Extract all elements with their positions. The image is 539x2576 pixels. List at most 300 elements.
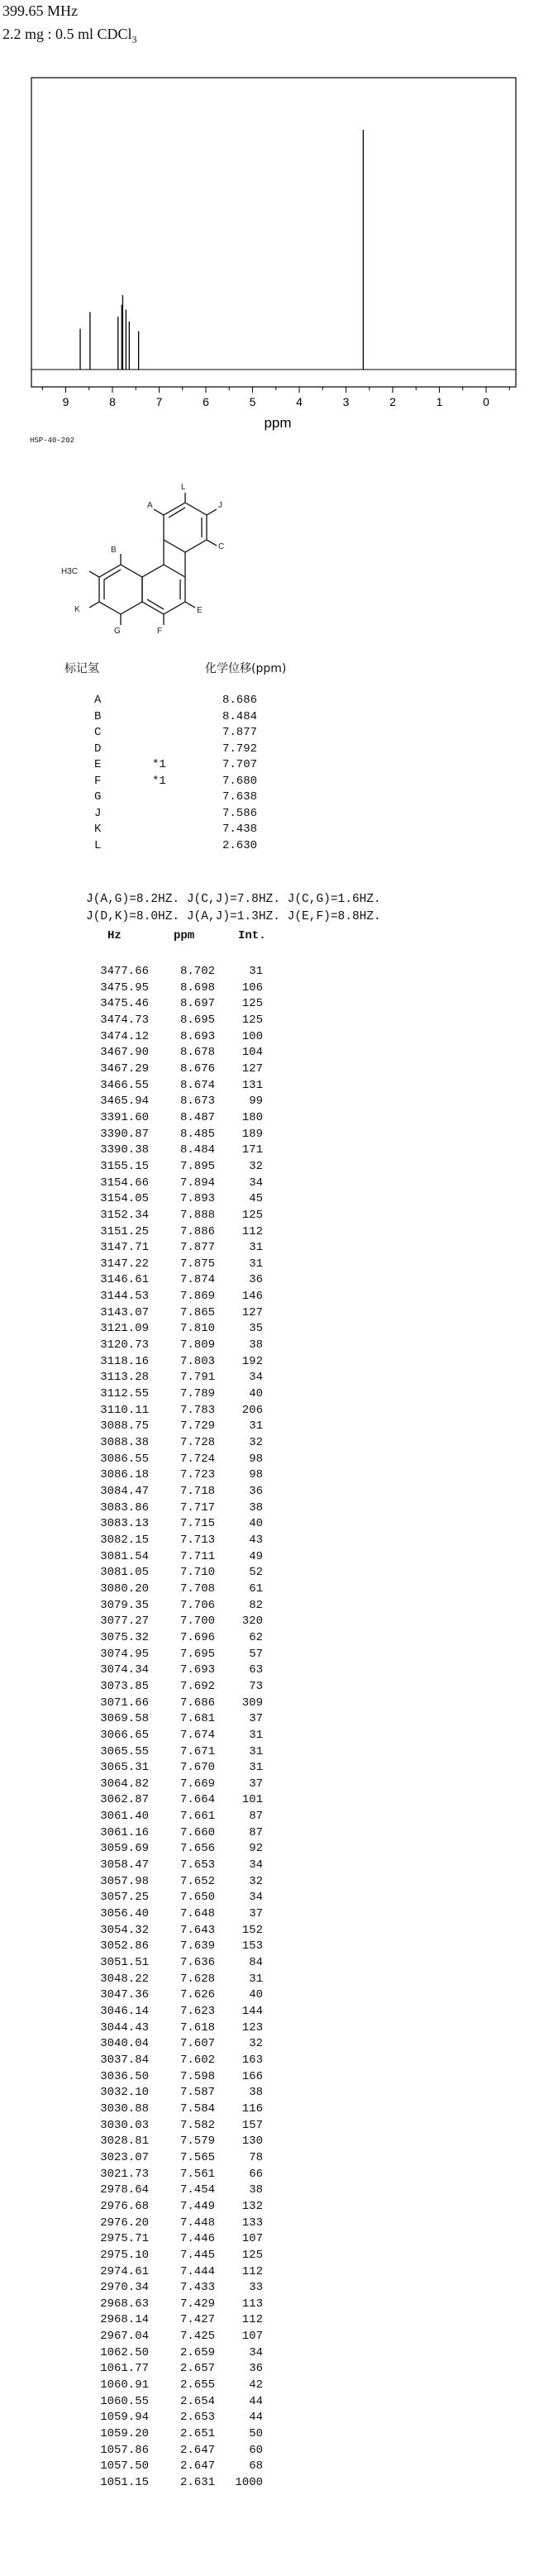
- peak-ppm: 7.652: [179, 1874, 215, 1888]
- peak-ppm: 7.653: [179, 1858, 215, 1872]
- peak-int: 63: [249, 1663, 263, 1677]
- peak-row: [83, 2426, 306, 2443]
- peak-ppm: 7.671: [179, 1744, 215, 1758]
- peak-col-int: Int.: [238, 929, 266, 942]
- peak-ppm: 7.639: [179, 1939, 215, 1953]
- shift-row: [94, 742, 425, 758]
- peak-row: [83, 2101, 306, 2118]
- nmr-spectrum: [30, 76, 518, 436]
- peak-hz: 3083.86: [100, 1500, 149, 1515]
- peak-ppm: 7.686: [179, 1696, 215, 1710]
- peak-row: [83, 1647, 306, 1663]
- peak-row: [83, 2199, 306, 2216]
- shift-row: [94, 757, 425, 774]
- peak-int: 31: [249, 1761, 263, 1775]
- peak-row: [83, 1272, 306, 1289]
- peak-ppm: 8.485: [179, 1127, 215, 1141]
- peak-int: 123: [241, 2020, 263, 2035]
- peak-int: 34: [249, 1176, 263, 1190]
- peak-ppm: 7.886: [179, 1224, 215, 1238]
- peak-int: 38: [249, 1500, 263, 1515]
- peak-int: 31: [249, 1972, 263, 1986]
- peak-hz: 3059.69: [100, 1842, 149, 1856]
- peak-ppm: 7.717: [179, 1500, 215, 1515]
- peak-ppm: 7.894: [179, 1176, 215, 1190]
- peak-int: 132: [241, 2199, 263, 2213]
- peak-ppm: 7.696: [179, 1630, 215, 1644]
- label-C: C: [218, 542, 225, 551]
- peak-row: [83, 1338, 306, 1354]
- peak-ppm: 7.728: [179, 1436, 215, 1450]
- peak-row: [83, 1500, 306, 1517]
- peak-row: [83, 996, 306, 1013]
- peak-hz: 3118.16: [100, 1354, 149, 1368]
- peak-hz: 3037.84: [100, 2053, 149, 2067]
- peak-row: [83, 1013, 306, 1029]
- peak-int: 309: [241, 1696, 263, 1710]
- axis-tick-label: 2: [389, 395, 396, 408]
- peak-row: [83, 2312, 306, 2329]
- peak-hz: 3121.09: [100, 1322, 149, 1336]
- peak-hz: 2976.20: [100, 2216, 149, 2230]
- peak-int: 112: [241, 2313, 263, 2327]
- peak-row: [83, 1240, 306, 1257]
- peak-ppm: 8.702: [179, 965, 215, 978]
- peak-row: [83, 1581, 306, 1598]
- peak-hz: 3064.82: [100, 1777, 149, 1791]
- peak-row: [83, 2410, 306, 2426]
- peak-hz: 3056.40: [100, 1907, 149, 1921]
- peak-hz: 1051.15: [100, 2476, 149, 2490]
- peak-row: [83, 1777, 306, 1793]
- label-J: J: [218, 501, 222, 510]
- peak-hz: 3477.66: [100, 965, 149, 978]
- peak-hz: 3032.10: [100, 2086, 149, 2100]
- peak-ppm: 7.789: [179, 1387, 215, 1401]
- peak-ppm: 7.723: [179, 1468, 215, 1482]
- peak-int: 92: [249, 1842, 263, 1856]
- peak-int: 37: [249, 1907, 263, 1921]
- peak-ppm: 7.713: [179, 1533, 215, 1547]
- peak-ppm: 7.650: [179, 1891, 215, 1905]
- peak-hz: 3040.04: [100, 2037, 149, 2051]
- label-ch3: H3C: [61, 567, 79, 576]
- peak-int: 107: [241, 2330, 263, 2344]
- peak-int: 125: [241, 2248, 263, 2262]
- peak-int: 62: [249, 1630, 263, 1644]
- peak-hz: 2968.14: [100, 2313, 149, 2327]
- peak-int: 87: [249, 1810, 263, 1824]
- peak-hz: 3465.94: [100, 1095, 149, 1109]
- peak-row: [83, 1614, 306, 1630]
- peak-int: 320: [241, 1615, 263, 1629]
- peak-ppm: 7.718: [179, 1485, 215, 1498]
- peak-row: [83, 1825, 306, 1842]
- axis-tick-label: 7: [155, 395, 163, 408]
- peak-hz: 3051.51: [100, 1956, 149, 1970]
- axis-tick-label: 3: [342, 395, 350, 408]
- peak-row: [83, 2443, 306, 2459]
- peak-row: [83, 980, 306, 997]
- peak-int: 130: [241, 2135, 263, 2149]
- peak-ppm: 7.692: [179, 1679, 215, 1693]
- peak-int: 57: [249, 1647, 263, 1661]
- peak-hz: 3112.55: [100, 1387, 149, 1401]
- peak-row: [83, 2053, 306, 2069]
- peak-int: 152: [241, 1923, 263, 1937]
- peak-hz: 3147.71: [100, 1241, 149, 1255]
- peak-row: [83, 1435, 306, 1452]
- peak-hz: 3151.25: [100, 1224, 149, 1238]
- solvent-subscript: 3: [131, 33, 137, 45]
- label-A: A: [147, 501, 153, 510]
- peak-hz: 3390.38: [100, 1143, 149, 1157]
- peak-row: [83, 1370, 306, 1386]
- peak-hz: 3466.55: [100, 1078, 149, 1092]
- peak-ppm: 8.693: [179, 1029, 215, 1043]
- peak-row: [83, 1419, 306, 1435]
- peak-hz: 3077.27: [100, 1615, 149, 1629]
- peak-row: [83, 2069, 306, 2086]
- peak-hz: 3044.43: [100, 2020, 149, 2035]
- peak-row: [83, 1208, 306, 1224]
- peak-row: [83, 1955, 306, 1972]
- peak-int: 99: [249, 1095, 263, 1109]
- peak-row: [83, 2020, 306, 2037]
- peak-int: 38: [249, 2086, 263, 2100]
- peak-int: 61: [249, 1581, 263, 1596]
- peak-ppm: 7.715: [179, 1517, 215, 1531]
- peak-row: [83, 1305, 306, 1322]
- peak-hz: 3046.14: [100, 2005, 149, 2018]
- peak-row: [83, 1386, 306, 1403]
- peak-row: [83, 1061, 306, 1078]
- peak-hz: 3052.86: [100, 1939, 149, 1953]
- peak-hz: 3047.36: [100, 1988, 149, 2002]
- peak-row: [83, 1143, 306, 1159]
- peak-hz: 1057.50: [100, 2459, 149, 2473]
- sample-solvent: [2, 25, 137, 49]
- shift-row: [94, 709, 425, 726]
- peak-hz: 3474.73: [100, 1013, 149, 1027]
- peak-int: 60: [249, 2443, 263, 2457]
- peak-ppm: 7.875: [179, 1257, 215, 1271]
- peak-int: 36: [249, 1485, 263, 1498]
- peak-ppm: 7.729: [179, 1419, 215, 1433]
- peak-ppm: 7.582: [179, 2118, 215, 2132]
- shift-label: L: [94, 838, 102, 852]
- shift-value: 8.484: [222, 709, 258, 723]
- peak-int: 87: [249, 1825, 263, 1839]
- peak-row: [83, 1452, 306, 1468]
- axis-tick-label: 1: [436, 395, 443, 408]
- peak-ppm: 7.791: [179, 1371, 215, 1385]
- peak-hz: 3065.55: [100, 1744, 149, 1758]
- peak-int: 43: [249, 1533, 263, 1547]
- peak-col-hz: Hz: [107, 929, 122, 942]
- peak-row: [83, 964, 306, 980]
- peak-row: [83, 1792, 306, 1809]
- peak-hz: 3081.05: [100, 1566, 149, 1580]
- peak-hz: 3023.07: [100, 2150, 149, 2164]
- peak-row: [83, 1533, 306, 1549]
- peak-int: 36: [249, 2362, 263, 2376]
- peak-row: [83, 2150, 306, 2167]
- peak-int: 192: [241, 1354, 263, 1368]
- peak-int: 1000: [235, 2476, 263, 2490]
- peak-ppm: 7.628: [179, 1972, 215, 1986]
- peak-row: [83, 1923, 306, 1939]
- peak-row: [83, 1711, 306, 1728]
- spectrum-peaks: [80, 130, 363, 370]
- peak-row: [83, 1696, 306, 1712]
- peak-hz: 3390.87: [100, 1127, 149, 1141]
- peak-row: [83, 2345, 306, 2362]
- peak-int: 42: [249, 2378, 263, 2392]
- peak-row: [83, 2004, 306, 2020]
- peak-hz: 3075.32: [100, 1630, 149, 1644]
- peak-row: [83, 2085, 306, 2101]
- shift-row: [94, 806, 425, 823]
- peak-row: [83, 1565, 306, 1581]
- peak-int: 163: [241, 2053, 263, 2067]
- peak-row: [83, 1549, 306, 1566]
- coupling-line: J(A,G)=8.2HZ. J(C,J)=7.8HZ. J(C,G)=1.6HZ.: [86, 893, 381, 906]
- peak-hz: 1062.50: [100, 2345, 149, 2359]
- peak-ppm: 7.429: [179, 2297, 215, 2311]
- peak-row: [83, 2459, 306, 2475]
- peak-int: 31: [249, 965, 263, 978]
- peak-ppm: 7.700: [179, 1615, 215, 1629]
- peak-row: [83, 1191, 306, 1208]
- peak-hz: 3065.31: [100, 1761, 149, 1775]
- peak-hz: 3475.95: [100, 980, 149, 995]
- peak-ppm: 7.693: [179, 1663, 215, 1677]
- peak-row: [83, 2036, 306, 2053]
- label-F: F: [157, 627, 163, 636]
- peak-row: [83, 1029, 306, 1046]
- peak-row: [83, 2475, 306, 2492]
- peak-row: [83, 1987, 306, 2004]
- peak-hz: 3074.95: [100, 1647, 149, 1661]
- peak-ppm: 7.895: [179, 1159, 215, 1173]
- shift-label: D: [94, 742, 102, 756]
- peak-int: 112: [241, 1224, 263, 1238]
- peak-ppm: 7.648: [179, 1907, 215, 1921]
- shift-value: 7.792: [222, 742, 258, 756]
- peak-ppm: 7.888: [179, 1208, 215, 1222]
- peak-hz: 3069.58: [100, 1712, 149, 1726]
- peak-int: 34: [249, 2345, 263, 2359]
- peak-hz: 3062.87: [100, 1793, 149, 1807]
- shift-value: 7.680: [222, 774, 258, 788]
- peak-hz: 2967.04: [100, 2330, 149, 2344]
- peak-row: [83, 1972, 306, 1988]
- peak-hz: 3071.66: [100, 1696, 149, 1710]
- peak-hz: 3066.65: [100, 1728, 149, 1742]
- peak-ppm: 7.706: [179, 1598, 215, 1612]
- peak-hz: 2975.71: [100, 2232, 149, 2246]
- peak-ppm: 8.484: [179, 1143, 215, 1157]
- peak-hz: 3391.60: [100, 1110, 149, 1124]
- shift-note: *1: [152, 774, 166, 788]
- peak-row: [83, 2118, 306, 2135]
- peak-row: [83, 2361, 306, 2378]
- peak-int: 49: [249, 1549, 263, 1563]
- peak-int: 44: [249, 2394, 263, 2408]
- peak-int: 36: [249, 1273, 263, 1287]
- spectrum-id-label: HSP-40-202: [30, 436, 75, 445]
- peak-ppm: 2.655: [179, 2378, 215, 2392]
- shift-value: 7.707: [222, 758, 258, 771]
- peak-hz: 3030.03: [100, 2118, 149, 2132]
- peak-ppm: 7.618: [179, 2020, 215, 2035]
- label-G: G: [114, 627, 121, 636]
- peak-int: 125: [241, 1208, 263, 1222]
- peak-hz: 3057.98: [100, 1874, 149, 1888]
- peak-row: [83, 1906, 306, 1923]
- peak-int: 146: [241, 1290, 263, 1304]
- peak-int: 171: [241, 1143, 263, 1157]
- label-E: E: [197, 606, 203, 615]
- shift-row: [94, 838, 425, 855]
- shift-table-rows: [94, 693, 425, 854]
- peak-int: 32: [249, 1159, 263, 1173]
- peak-ppm: 8.487: [179, 1110, 215, 1124]
- peak-ppm: 7.810: [179, 1322, 215, 1336]
- peak-int: 125: [241, 1013, 263, 1027]
- shift-value: 7.638: [222, 790, 258, 804]
- peak-ppm: 7.623: [179, 2005, 215, 2018]
- peak-hz: 3467.90: [100, 1046, 149, 1060]
- peak-row: [83, 1045, 306, 1061]
- peak-row: [83, 1760, 306, 1777]
- peak-ppm: 7.607: [179, 2037, 215, 2051]
- molecule-structure: [50, 453, 314, 651]
- peak-row: [83, 2167, 306, 2183]
- peak-hz: 3110.11: [100, 1403, 149, 1417]
- peak-int: 37: [249, 1712, 263, 1726]
- peak-hz: 3146.61: [100, 1273, 149, 1287]
- peak-ppm: 7.660: [179, 1825, 215, 1839]
- peak-ppm: 7.710: [179, 1566, 215, 1580]
- peak-hz: 3030.88: [100, 2101, 149, 2116]
- peak-ppm: 7.809: [179, 1338, 215, 1352]
- peak-row: [83, 2264, 306, 2281]
- peak-hz: 3081.54: [100, 1549, 149, 1563]
- peak-int: 34: [249, 1371, 263, 1385]
- peak-row: [83, 1679, 306, 1696]
- shift-value: 7.877: [222, 726, 258, 739]
- peak-int: 113: [241, 2297, 263, 2311]
- peak-ppm: 7.865: [179, 1305, 215, 1319]
- peak-int: 127: [241, 1305, 263, 1319]
- peak-ppm: 2.654: [179, 2394, 215, 2408]
- peak-row: [83, 1939, 306, 1955]
- peak-ppm: 7.877: [179, 1241, 215, 1255]
- peak-hz: 3079.35: [100, 1598, 149, 1612]
- peak-col-ppm: ppm: [174, 929, 195, 942]
- peak-hz: 3143.07: [100, 1305, 149, 1319]
- peak-int: 68: [249, 2459, 263, 2473]
- peak-ppm: 7.444: [179, 2264, 215, 2278]
- peak-ppm: 7.626: [179, 1988, 215, 2002]
- peak-row: [83, 2297, 306, 2313]
- shift-row: [94, 725, 425, 742]
- shift-label: K: [94, 823, 102, 836]
- peak-ppm: 7.579: [179, 2135, 215, 2149]
- peak-row: [83, 1289, 306, 1305]
- peak-ppm: 8.678: [179, 1046, 215, 1060]
- peak-int: 31: [249, 1728, 263, 1742]
- peak-row: [83, 2248, 306, 2264]
- x-axis-label: ppm: [264, 415, 292, 431]
- peak-int: 66: [249, 2167, 263, 2181]
- peak-ppm: 7.664: [179, 1793, 215, 1807]
- shift-label: E: [94, 758, 102, 771]
- peak-hz: 3152.34: [100, 1208, 149, 1222]
- peak-int: 133: [241, 2216, 263, 2230]
- peak-hz: 3074.34: [100, 1663, 149, 1677]
- peak-row: [83, 1127, 306, 1143]
- peak-row: [83, 1728, 306, 1744]
- peak-ppm: 7.433: [179, 2281, 215, 2295]
- peak-hz: 3048.22: [100, 1972, 149, 1986]
- peak-row: [83, 1630, 306, 1647]
- peak-ppm: 7.783: [179, 1403, 215, 1417]
- peak-row: [83, 1257, 306, 1273]
- peak-ppm: 7.427: [179, 2313, 215, 2327]
- peak-ppm: 7.584: [179, 2101, 215, 2116]
- peak-int: 100: [241, 1029, 263, 1043]
- shift-value: 2.630: [222, 838, 258, 852]
- peak-row: [83, 1744, 306, 1761]
- peak-ppm: 7.724: [179, 1452, 215, 1466]
- axis-tick-label: 5: [249, 395, 256, 408]
- peak-hz: 3082.15: [100, 1533, 149, 1547]
- peak-row: [83, 2134, 306, 2150]
- peak-int: 44: [249, 2411, 263, 2425]
- coupling-constants: [86, 891, 381, 926]
- peak-int: 98: [249, 1452, 263, 1466]
- peak-int: 153: [241, 1939, 263, 1953]
- peak-hz: 1057.86: [100, 2443, 149, 2457]
- peak-ppm: 8.676: [179, 1061, 215, 1076]
- peak-row: [83, 1662, 306, 1679]
- peak-int: 32: [249, 2037, 263, 2051]
- peak-row: [83, 2329, 306, 2345]
- peak-int: 104: [241, 1046, 263, 1060]
- peak-hz: 1059.94: [100, 2411, 149, 2425]
- label-L: L: [181, 483, 186, 492]
- peak-row: [83, 1516, 306, 1533]
- peak-ppm: 8.697: [179, 997, 215, 1011]
- peak-int: 101: [241, 1793, 263, 1807]
- shift-row: [94, 693, 425, 709]
- peak-ppm: 2.653: [179, 2411, 215, 2425]
- peak-int: 38: [249, 1338, 263, 1352]
- spectrum-frame: [31, 78, 516, 387]
- shift-table-header-shift: 化学位移(ppm): [205, 662, 287, 675]
- peak-int: 125: [241, 997, 263, 1011]
- peak-ppm: 7.669: [179, 1777, 215, 1791]
- peak-hz: 1060.55: [100, 2394, 149, 2408]
- peak-hz: 3088.75: [100, 1419, 149, 1433]
- coupling-line: J(D,K)=8.0HZ. J(A,J)=1.3HZ. J(E,F)=8.8HZ.: [86, 910, 381, 923]
- peak-int: 73: [249, 1679, 263, 1693]
- peak-row: [83, 1467, 306, 1484]
- shift-table-header-label: 标记氢: [64, 662, 99, 675]
